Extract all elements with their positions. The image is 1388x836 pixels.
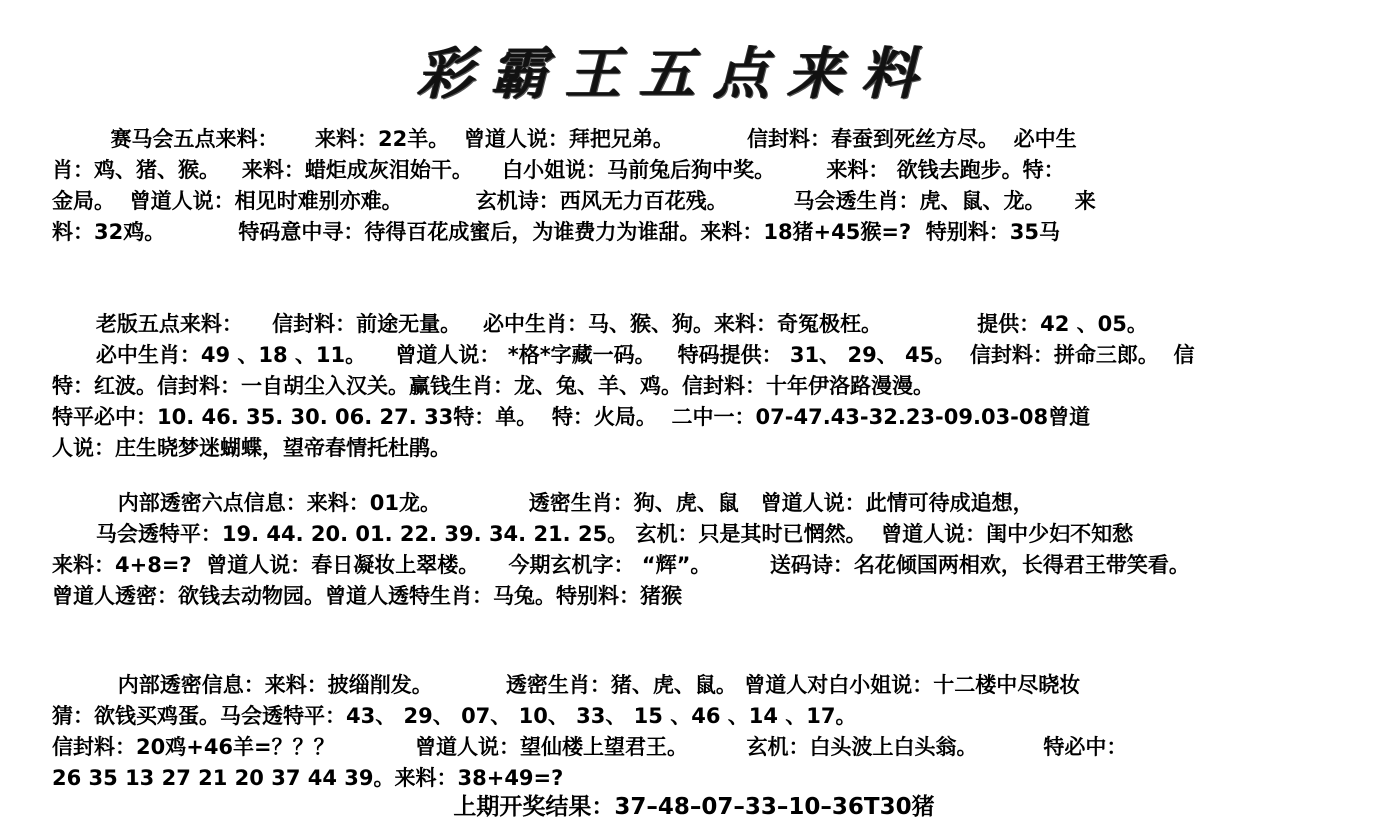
text-line: 猜：欲钱买鸡蛋。马会透特平：43、 29、 07、 10、 33、 15 、46 、14 、17。 (52, 704, 857, 728)
text-line: 曾道人透密：欲钱去动物园。曾道人透特生肖：马兔。特别料：猪猴 (52, 584, 682, 608)
text-line: 必中生肖：49 、18 、11。 曾道人说： *格*字藏一码。 特码提供： 31、 29、 45。 信封料：拼命三郎。 信 (52, 343, 1195, 367)
text-line: 内部透密六点信息：来料：01龙。 透密生肖：狗、虎、鼠 曾道人说：此情可待成追想， (52, 491, 1034, 515)
text-line: 料：32鸡。 特码意中寻：待得百花成蜜后，为谁费力为谁甜。来料：18猪+45猴=? 特别料：35马 (52, 220, 1060, 244)
text-line: 内部透密信息：来料：披缁削发。 透密生肖：猪、虎、鼠。 曾道人对白小姐说：十二楼中尽晓妆 (52, 673, 1081, 697)
text-line: 26 35 13 27 21 20 37 44 39。来料：38+49=? (52, 766, 564, 790)
last-draw-result: 上期开奖结果：37–48–07–33–10–36T30猪 (453, 794, 935, 820)
text-line: 来料：4+8=? 曾道人说：春日凝妆上翠楼。 今期玄机字： “辉”。 送码诗：名花倾国两相欢，长得君王带笑看。 (52, 553, 1190, 577)
page-title: 彩霸王五点来料 (417, 41, 935, 107)
text-line: 肖：鸡、猪、猴。 来料：蜡炬成灰泪始干。 白小姐说：马前兔后狗中奖。 来料： 欲钱去跑步。特： (52, 158, 1065, 182)
text-line: 老版五点来料： 信封料：前途无量。 必中生肖：马、猴、狗。来料：奇冤极枉。 提供：42 、05。 (52, 312, 1148, 336)
text-line: 特：红波。信封料：一自胡尘入汉关。赢钱生肖：龙、兔、羊、鸡。信封料：十年伊洛路漫漫。 (52, 374, 934, 398)
text-line: 金局。 曾道人说：相见时难别亦难。 玄机诗：西风无力百花残。 马会透生肖：虎、鼠、龙。 来 (52, 189, 1096, 213)
text-line: 马会透特平：19. 44. 20. 01. 22. 39. 34. 21. 25。 玄机：只是其时已惘然。 曾道人说：闺中少妇不知愁 (52, 522, 1134, 546)
text-line: 赛马会五点来料： 来料：22羊。 曾道人说：拜把兄弟。 信封料：春蚕到死丝方尽。 必中生 (52, 127, 1077, 151)
text-line: 人说：庄生晓梦迷蝴蝶，望帝春情托杜鹃。 (52, 436, 451, 460)
text-line: 信封料：20鸡+46羊=？？？ 曾道人说：望仙楼上望君王。 玄机：白头波上白头翁。 特必中： (52, 735, 1128, 759)
text-line: 特平必中：10. 46. 35. 30. 06. 27. 33特：单。 特：火局。 二中一：07-47.43-32.23-09.03-08曾道 (52, 405, 1091, 429)
